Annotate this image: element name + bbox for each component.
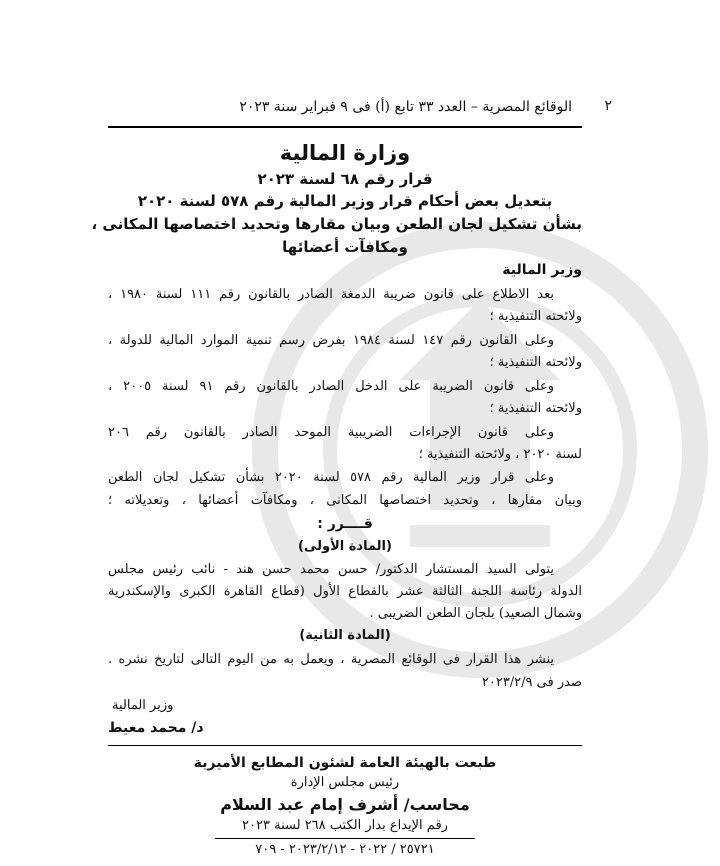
article-1-line: الدولة رئاسة اللجنة الثالثة عشر بالقطاع الأول (قطاع القاهرة الكبرى والإسكندرية — [108, 584, 582, 599]
article-1-title: (المادة الأولى) — [298, 539, 392, 554]
preamble-line: وعلى قانون الإجراءات الضريبية الموحد الصادر بالقانون رقم ٢٠٦ — [108, 425, 554, 440]
preamble-line: ولائحته التنفيذية ؛ — [489, 401, 582, 416]
article-1-line: يتولى السيد المستشار الدكتور/ حسن محمد حسن هند - نائب رئيس مجلس — [108, 562, 554, 577]
decides-heading: قــــرر : — [317, 516, 373, 532]
article-1-line: وشمال الصعيد) بلجان الطعن الضريبى . — [369, 606, 582, 621]
deposit-number: رقم الإيداع بدار الكتب ٢٦٨ لسنة ٢٠٢٣ — [242, 818, 448, 833]
board-chair: رئيس مجلس الإدارة — [290, 775, 400, 790]
subject-line-2: بشأن تشكيل لجان الطعن وبيان مقارها وتحديد اختصاصها المكانى ، — [91, 215, 582, 233]
preamble-line: لسنة ٢٠٢٠ ، ولائحته التنفيذية ؛ — [418, 447, 582, 462]
preamble-line: وبيان مقارها ، وتحديد اختصاصها المكانى ، ومكافآت أعضائها ، وتعديلاته ؛ — [108, 493, 582, 508]
signature-title: وزير المالية — [112, 698, 174, 713]
footer-rule — [108, 745, 582, 746]
printer-line: طبعت بالهيئة العامة لشئون المطابع الأميرية — [193, 755, 497, 771]
preamble-line: وعلى القانون رقم ١٤٧ لسنة ١٩٨٤ بفرض رسم تنمية الموارد المالية للدولة ، — [108, 333, 554, 348]
page-number: ٢ — [604, 98, 612, 114]
running-header — [108, 98, 612, 118]
subject-line-1: بتعديل بعض أحكام قرار وزير المالية رقم ٥٧٨ لسنة ٢٠٢٠ — [137, 192, 553, 210]
issuer-heading: وزير المالية — [502, 262, 582, 278]
preamble-line: وعلى قرار وزير المالية رقم ٥٧٨ لسنة ٢٠٢٠ بشأن تشكيل لجان الطعن — [108, 470, 554, 485]
article-2-title: (المادة الثانية) — [299, 628, 391, 643]
preamble-line: ولائحته التنفيذية ؛ — [489, 355, 582, 370]
chair-name: محاسب/ أشرف إمام عبد السلام — [220, 795, 470, 814]
ministry-title: وزارة المالية — [279, 141, 411, 165]
preamble-line: بعد الاطلاع على قانون ضريبة الدمغة الصادر بالقانون رقم ١١١ لسنة ١٩٨٠ ، — [108, 287, 555, 302]
issue-date: صدر فى ٢٠٢٣/٢/٩ — [481, 675, 582, 690]
preamble-line: ولائحته التنفيذية ؛ — [489, 309, 582, 324]
preamble-line: وعلى قانون الضريبة على الدخل الصادر بالقانون رقم ٩١ لسنة ٢٠٠٥ ، — [108, 379, 555, 394]
article-2-line: ينشر هذا القرار فى الوقائع المصرية ، ويعمل به من اليوم التالى لتاريخ نشره . — [108, 652, 554, 667]
signature-name: د/ محمد معيط — [108, 720, 204, 736]
footer-inner-rule — [215, 838, 475, 839]
decree-number: قرار رقم ٦٨ لسنة ٢٠٢٣ — [257, 170, 433, 188]
print-codes: ٢٥٧٢١ / ٢٠٢٢ - ٢٠٢٣/٢/١٢ - ٧٠٩ — [255, 842, 435, 857]
subject-line-3: ومكافآت أعضائها — [282, 238, 408, 256]
running-title: الوقائع المصرية – العدد ٣٣ تابع (أ) فى ٩ فبراير سنة ٢٠٢٣ — [239, 99, 572, 115]
header-rule — [108, 126, 582, 128]
